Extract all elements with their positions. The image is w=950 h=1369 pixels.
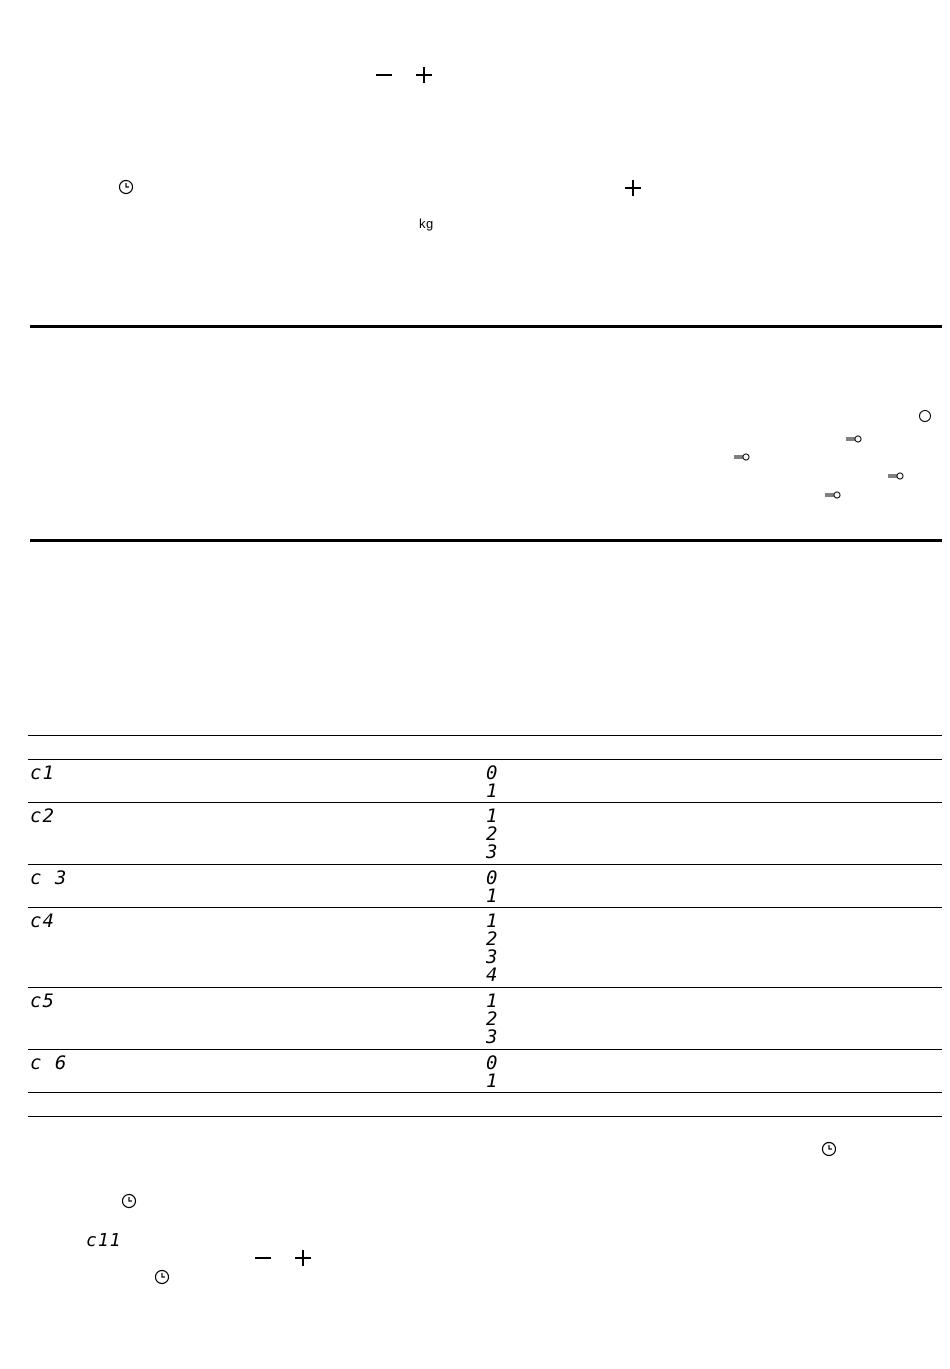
section-divider-bottom	[30, 539, 942, 542]
plus-symbol	[416, 67, 432, 83]
clock-icon	[118, 179, 134, 195]
setting-value: 0	[486, 762, 498, 784]
section-divider-top	[30, 325, 942, 328]
setting-code: c2	[30, 805, 55, 827]
setting-value: 2	[486, 823, 498, 845]
key-icon	[846, 434, 862, 444]
setting-value: 3	[486, 841, 498, 863]
setting-value: 1	[486, 910, 498, 932]
setting-value: 3	[486, 1026, 498, 1048]
table-top-rule	[28, 735, 942, 736]
setting-code: c5	[30, 990, 55, 1012]
setting-code: c 6	[30, 1052, 68, 1074]
setting-value: 1	[486, 780, 498, 802]
key-icon	[888, 471, 904, 481]
setting-value: 2	[486, 1008, 498, 1030]
clock-icon	[121, 1193, 137, 1209]
table-row-rule	[28, 1092, 942, 1093]
minus-symbol	[376, 67, 392, 83]
plus-symbol	[295, 1250, 311, 1266]
minus-symbol	[255, 1250, 271, 1266]
table-header-rule	[28, 759, 942, 760]
clock-icon	[821, 1141, 837, 1157]
plus-symbol	[625, 180, 641, 196]
table-row-rule	[28, 987, 942, 988]
setting-value: 0	[486, 867, 498, 889]
setting-value: 1	[486, 805, 498, 827]
key-icon	[734, 452, 750, 462]
setting-code: c 3	[30, 867, 68, 889]
key-icon	[825, 490, 841, 500]
setting-value: 1	[486, 1070, 498, 1092]
setting-code-c11: c11	[86, 1230, 122, 1251]
kg-unit: kg	[419, 216, 434, 231]
setting-value: 0	[486, 1052, 498, 1074]
table-row-rule	[28, 802, 942, 803]
clock-icon	[154, 1269, 170, 1285]
table-row-rule	[28, 907, 942, 908]
table-bottom-rule	[28, 1116, 942, 1117]
setting-value: 2	[486, 928, 498, 950]
setting-value: 1	[486, 990, 498, 1012]
setting-code: c4	[30, 910, 55, 932]
setting-value: 3	[486, 946, 498, 968]
table-row-rule	[28, 864, 942, 865]
ring-icon	[919, 410, 931, 422]
setting-value: 1	[486, 885, 498, 907]
setting-value: 4	[486, 964, 498, 986]
setting-code: c1	[30, 762, 55, 784]
table-row-rule	[28, 1049, 942, 1050]
